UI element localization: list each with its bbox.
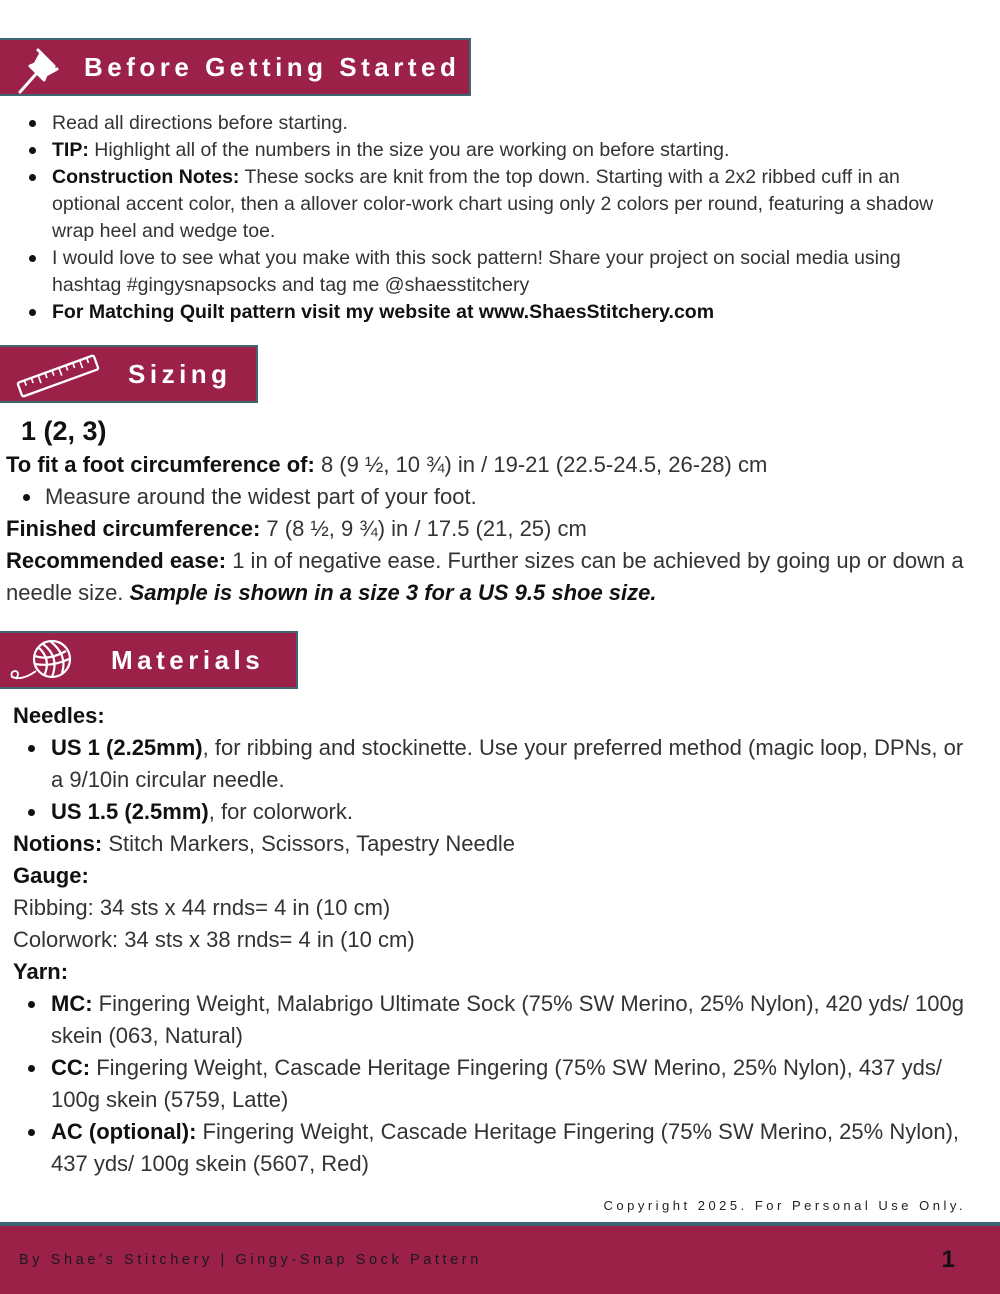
section-header-sizing xyxy=(0,345,258,403)
foot-circumference: To fit a foot circumference of: 8 (9 ½, 10 ¾) in / 19-21 (22.5-24.5, 26-28) cm xyxy=(6,452,768,477)
section-header-materials xyxy=(0,631,298,689)
list-item: Construction Notes: These socks are knit from the top down. Starting with a 2x2 ribbed cuff in an optional accent color, then a allover color-work chart using only 2 colors per round, featuring a shadow wrap heel and wedge toe. xyxy=(0,164,960,245)
size-list: 1 (2, 3) xyxy=(21,416,107,446)
list-item: Measure around the widest part of your foot. xyxy=(6,481,966,513)
materials-content xyxy=(13,700,973,1180)
list-item: TIP: Highlight all of the numbers in the size you are working on before starting. xyxy=(0,137,960,164)
yarn-label: Yarn: xyxy=(13,959,69,984)
list-item: I would love to see what you make with this sock pattern! Share your project on social media using hashtag #gingysnapsocks and tag me @shaesstitchery xyxy=(0,245,960,299)
notions: Notions: Stitch Markers, Scissors, Tapestry Needle xyxy=(13,831,516,856)
pushpin-icon xyxy=(10,44,70,94)
section-title: Materials xyxy=(111,645,265,675)
list-item: Read all directions before starting. xyxy=(0,110,960,137)
finished-circumference: Finished circumference: 7 (8 ½, 9 ¾) in / 17.5 (21, 25) cm xyxy=(6,516,587,541)
list-item: US 1 (2.25mm), for ribbing and stockinette. Use your preferred method (magic loop, DPNs, or a 9/10in circular needle. xyxy=(13,732,973,796)
section-title: Before Getting Started xyxy=(84,52,461,82)
yarn-list xyxy=(13,988,973,1180)
gauge-label: Gauge: xyxy=(13,863,89,888)
needles-label: Needles: xyxy=(13,703,105,728)
sizing-content xyxy=(6,413,966,609)
yarn-ball-icon xyxy=(8,637,78,687)
section-header-before xyxy=(0,38,471,96)
copyright-notice: Copyright 2025. For Personal Use Only. xyxy=(603,1198,966,1213)
list-item: MC: Fingering Weight, Malabrigo Ultimate Sock (75% SW Merino, 25% Nylon), 420 yds/ 100g skein (063, Natural) xyxy=(13,988,973,1052)
list-item: US 1.5 (2.5mm), for colorwork. xyxy=(13,796,973,828)
list-item: AC (optional): Fingering Weight, Cascade Heritage Fingering (75% SW Merino, 25% Nylon), 437 yds/ 100g skein (5607, Red) xyxy=(13,1116,973,1180)
recommended-ease: Recommended ease: 1 in of negative ease. Further sizes can be achieved by going up or down a needle size. Sample is shown in a size 3 for a US 9.5 shoe size. xyxy=(6,548,964,605)
before-list xyxy=(0,110,960,326)
ruler-icon xyxy=(12,351,104,401)
gauge-colorwork: Colorwork: 34 sts x 38 rnds= 4 in (10 cm) xyxy=(13,927,415,952)
list-item: For Matching Quilt pattern visit my website at www.ShaesStitchery.com xyxy=(0,299,960,326)
section-title: Sizing xyxy=(128,359,232,389)
footer-text: By Shae’s Stitchery | Gingy-Snap Sock Pattern xyxy=(19,1252,482,1268)
needles-list xyxy=(13,732,973,828)
page-footer xyxy=(0,1222,1000,1294)
gauge-ribbing: Ribbing: 34 sts x 44 rnds= 4 in (10 cm) xyxy=(13,895,391,920)
page-number: 1 xyxy=(941,1246,955,1273)
list-item: CC: Fingering Weight, Cascade Heritage Fingering (75% SW Merino, 25% Nylon), 437 yds/ 100g skein (5759, Latte) xyxy=(13,1052,973,1116)
